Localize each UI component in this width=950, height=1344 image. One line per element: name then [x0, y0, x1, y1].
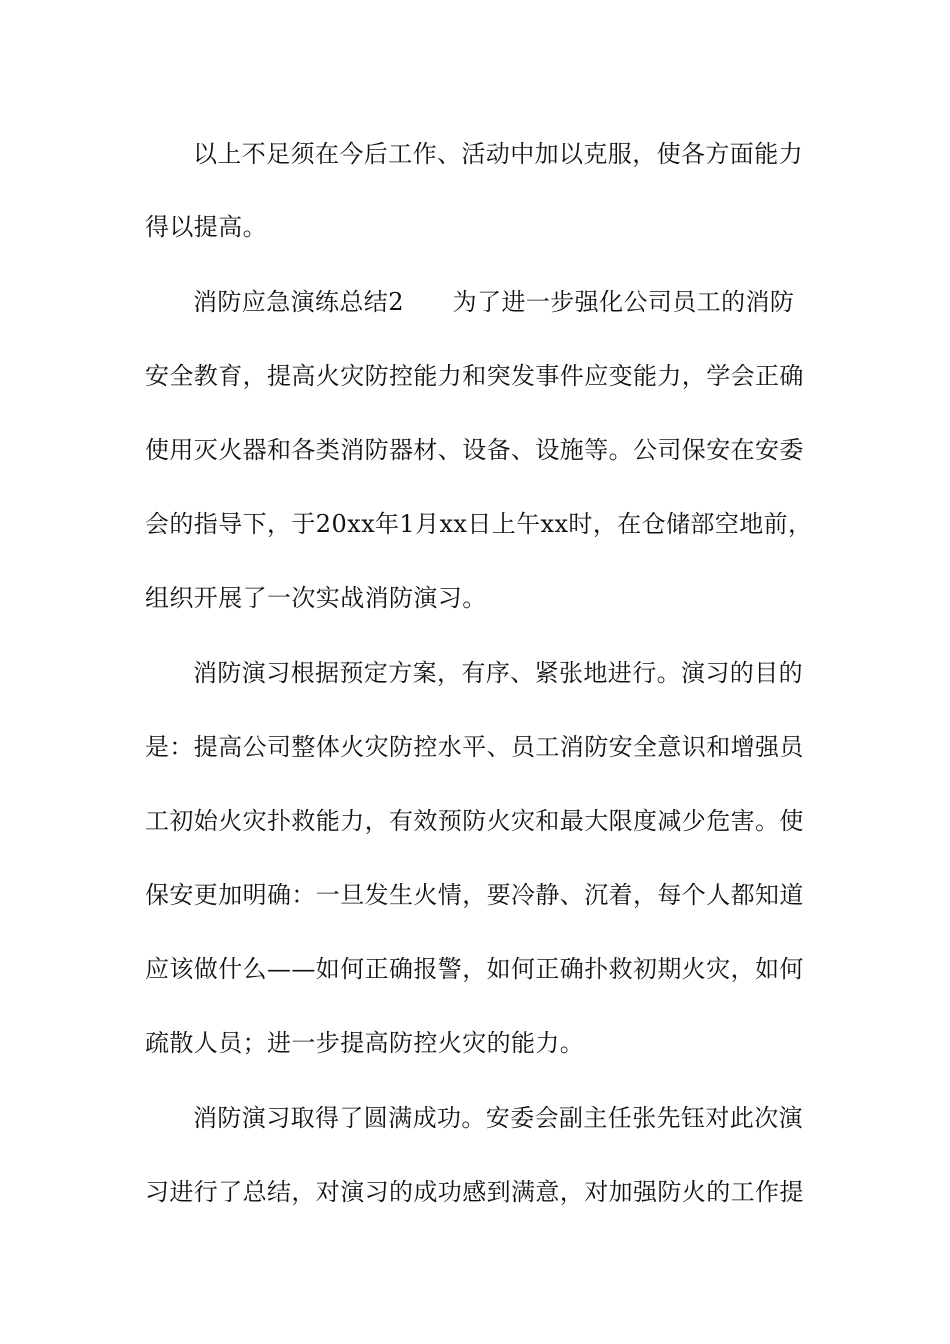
text-line-11: 保安更加明确：一旦发生火情，要冷静、沉着，每个人都知道	[145, 881, 804, 909]
text-line-5: 使用灭火器和各类消防器材、设备、设施等。公司保安在安委	[145, 436, 804, 464]
text-line-8: 消防演习根据预定方案，有序、紧张地进行。演习的目的	[193, 659, 803, 687]
text-line-9: 是：提高公司整体火灾防控水平、员工消防安全意识和增强员	[145, 733, 804, 761]
text-line-10: 工初始火灾扑救能力，有效预防火灾和最大限度减少危害。使	[145, 807, 804, 835]
text-line-6: 会的指导下，于20xx年1月xx日上午xx时，在仓储部空地前，	[145, 510, 813, 538]
text-line-2: 得以提高。	[145, 213, 267, 241]
text-line-12: 应该做什么——如何正确报警，如何正确扑救初期火灾，如何	[145, 955, 804, 983]
text-line-13: 疏散人员；进一步提高防控火灾的能力。	[145, 1029, 585, 1057]
text-line-15: 习进行了总结，对演习的成功感到满意，对加强防火的工作提	[145, 1178, 804, 1206]
text-line-14: 消防演习取得了圆满成功。安委会副主任张先钰对此次演	[193, 1104, 803, 1132]
text-line-3: 消防应急演练总结2 为了进一步强化公司员工的消防	[193, 288, 795, 316]
text-line-4: 安全教育，提高火灾防控能力和突发事件应变能力，学会正确	[145, 362, 804, 390]
text-line-1: 以上不足须在今后工作、活动中加以克服，使各方面能力	[193, 140, 803, 168]
text-line-7: 组织开展了一次实战消防演习。	[145, 584, 487, 612]
